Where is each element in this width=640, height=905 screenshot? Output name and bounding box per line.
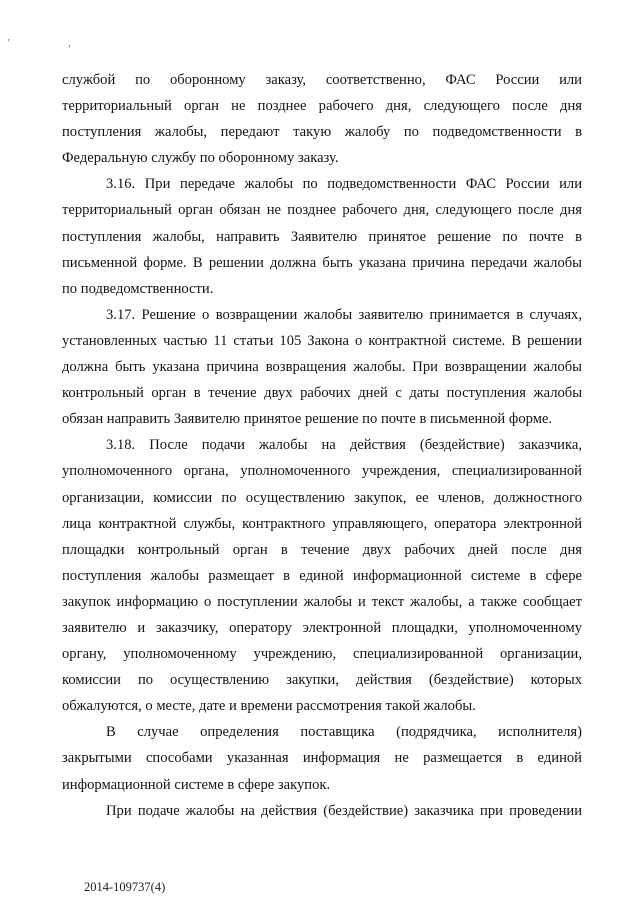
text-line: письменной форме. В решении должна быть указана причина передачи жалобы xyxy=(62,254,582,271)
text-line: территориальный орган обязан не позднее рабочего дня, следующего после дня xyxy=(62,202,582,219)
text-line: заявителю и заказчику, оператору электронной площадки, уполномоченному xyxy=(62,619,582,636)
paragraph-first-line: При подаче жалобы на действия (бездействие) заказчика при проведении xyxy=(106,802,582,819)
text-line: службой по оборонному заказу, соответственно, ФАС России или xyxy=(62,72,582,88)
text-line: поступления жалобы, передают такую жалобу по подведомственности в xyxy=(62,124,582,141)
text-line: организации, комиссии по осуществлению закупок, ее членов, должностного xyxy=(62,489,582,506)
text-line: уполномоченного органа, уполномоченного учреждения, специализированной xyxy=(62,463,582,480)
text-line: поступления жалобы размещает в единой информационной системе в сфере xyxy=(62,567,582,584)
text-line: территориальный орган не позднее рабочего дня, следующего после дня xyxy=(62,98,582,115)
text-line: комиссии по осуществлению закупки, действия (бездействие) которых xyxy=(62,672,582,689)
paragraph-first-line: В случае определения поставщика (подрядчика, исполнителя) xyxy=(106,724,582,741)
text-line: установленных частью 11 статьи 105 Закона о контрактной системе. В решении xyxy=(62,332,582,349)
paragraph-first-line: 3.17. Решение о возвращении жалобы заявителю принимается в случаях, xyxy=(106,306,582,323)
text-line: площадки контрольный орган в течение двух рабочих дней после дня xyxy=(62,541,582,558)
text-line: должна быть указана причина возвращения жалобы. При возвращении жалобы xyxy=(62,359,582,376)
text-line: поступления жалобы, направить Заявителю принятое решение по почте в xyxy=(62,228,582,245)
margin-marks: ' , xyxy=(8,38,99,49)
text-line: обжалуются, о месте, дате и времени рассмотрения такой жалобы. xyxy=(62,698,476,715)
text-line: лица контрактной службы, контрактного управляющего, оператора электронной xyxy=(62,515,582,532)
text-line: по подведомственности. xyxy=(62,280,214,297)
document-number: 2014-109737(4) xyxy=(84,880,166,894)
text-line: закрытыми способами указанная информация не размещается в единой xyxy=(62,750,582,767)
text-line: обязан направить Заявителю принятое решение по почте в письменной форме. xyxy=(62,411,553,428)
document-body xyxy=(62,70,582,827)
text-line: органу, уполномоченному учреждению, специализированной организации, xyxy=(62,646,582,663)
paragraph-first-line: 3.16. При передаче жалобы по подведомственности ФАС России или xyxy=(106,176,582,193)
text-line: Федеральную службу по оборонному заказу. xyxy=(62,150,339,167)
paragraph-first-line: 3.18. После подачи жалобы на действия (бездействие) заказчика, xyxy=(106,437,582,454)
text-line: закупок информацию о поступлении жалобы и текст жалобы, а также сообщает xyxy=(62,593,582,610)
text-line: информационной системе в сфере закупок. xyxy=(62,776,331,793)
text-line: контрольный орган в течение двух рабочих дней с даты поступления жалобы xyxy=(62,385,582,402)
